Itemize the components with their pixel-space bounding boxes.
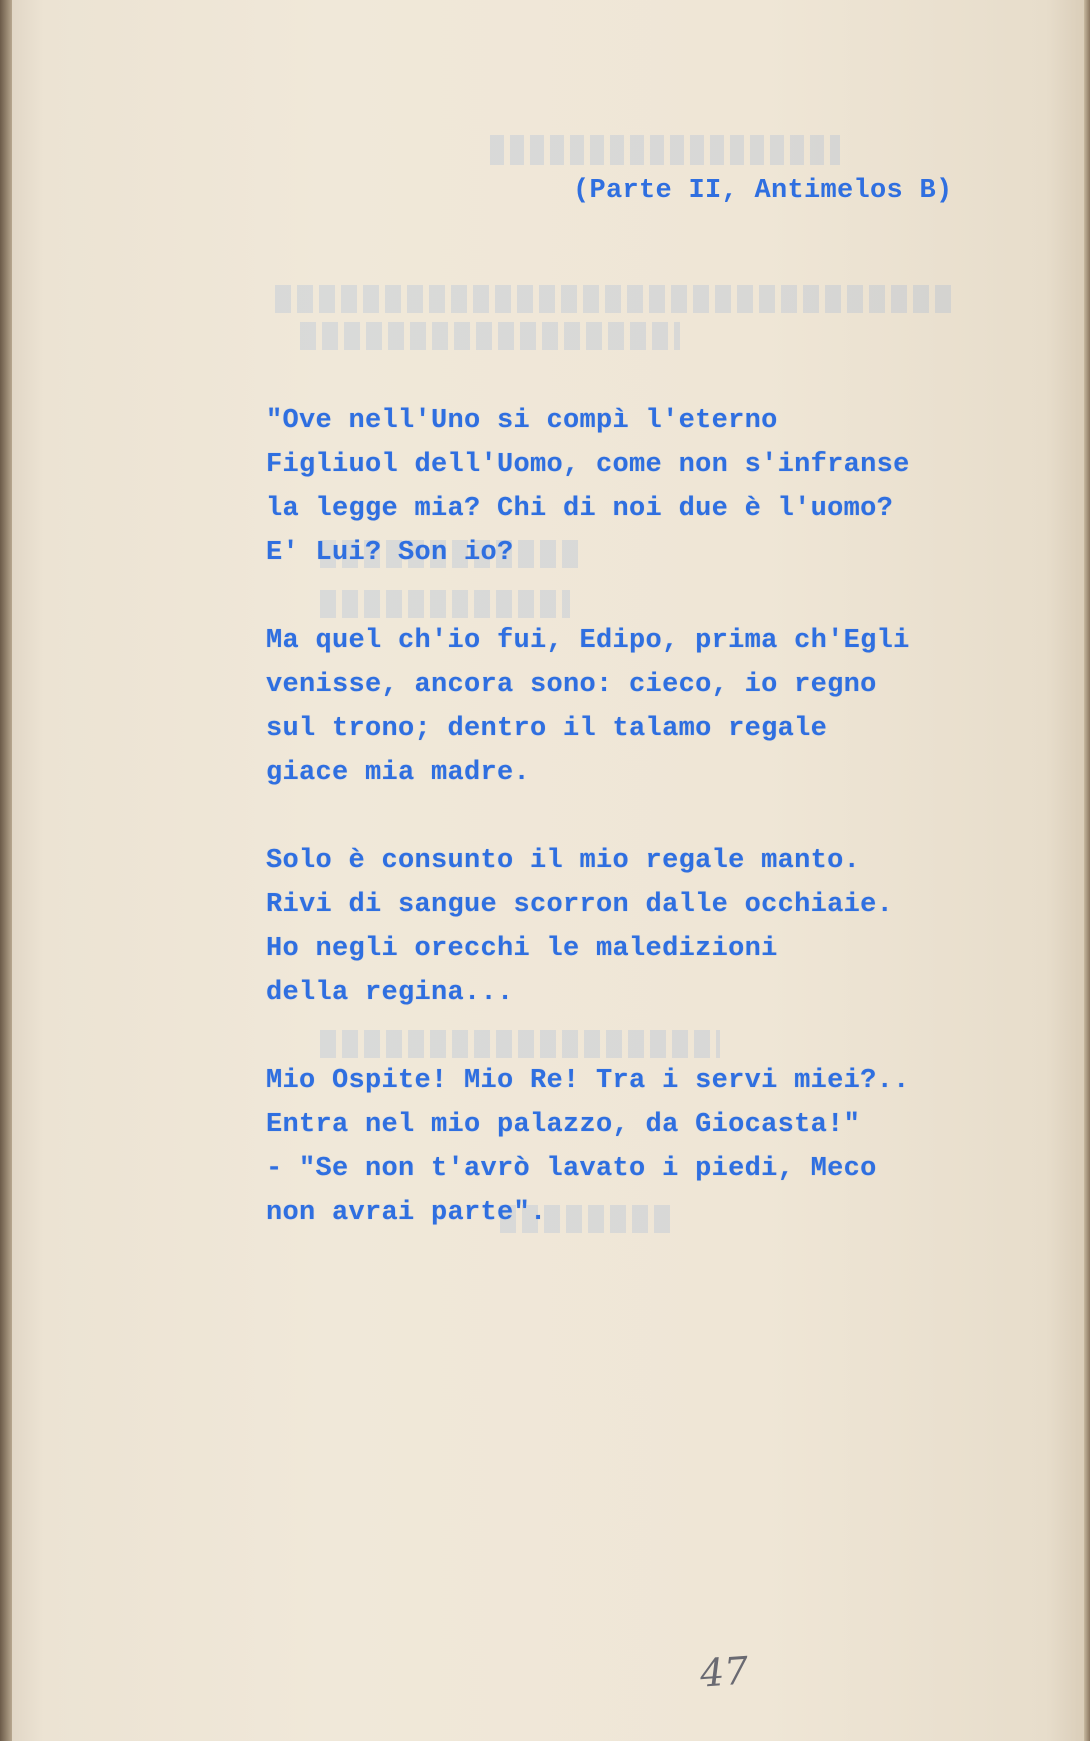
stanza <box>266 1059 910 1235</box>
page-edge <box>1084 0 1090 1741</box>
verse-line: Figliuol dell'Uomo, come non s'infranse <box>266 450 910 480</box>
verse-line: Entra nel mio palazzo, da Giocasta!" <box>266 1110 861 1140</box>
verse-line: - "Se non t'avrò lavato i piedi, Meco <box>266 1154 877 1184</box>
page-spine <box>0 0 12 1741</box>
verse-line: Mio Ospite! Mio Re! Tra i servi miei?.. <box>266 1066 910 1096</box>
verse-line: Ma quel ch'io fui, Edipo, prima ch'Egli <box>266 626 910 656</box>
page-number: 47 <box>698 1648 750 1696</box>
verse-line: giace mia madre. <box>266 758 531 788</box>
stanza <box>266 839 910 1015</box>
verse-line: venisse, ancora sono: cieco, io regno <box>266 670 877 700</box>
verse-line: della regina... <box>266 978 514 1008</box>
verse-line: la legge mia? Chi di noi due è l'uomo? <box>266 494 894 524</box>
verse-line: Ho negli orecchi le maledizioni <box>266 934 778 964</box>
verse-line: "Ove nell'Uno si compì l'eterno <box>266 406 778 436</box>
poem-body <box>266 399 910 1279</box>
stanza <box>266 399 910 575</box>
verse-line: Solo è consunto il mio regale manto. <box>266 846 861 876</box>
verse-line: sul trono; dentro il talamo regale <box>266 714 828 744</box>
stanza <box>266 619 910 795</box>
section-heading: (Parte II, Antimelos B) <box>573 176 953 206</box>
verse-line: E' Lui? Son io? <box>266 538 514 568</box>
verse-line: non avrai parte". <box>266 1198 547 1228</box>
verse-line: Rivi di sangue scorron dalle occhiaie. <box>266 890 894 920</box>
